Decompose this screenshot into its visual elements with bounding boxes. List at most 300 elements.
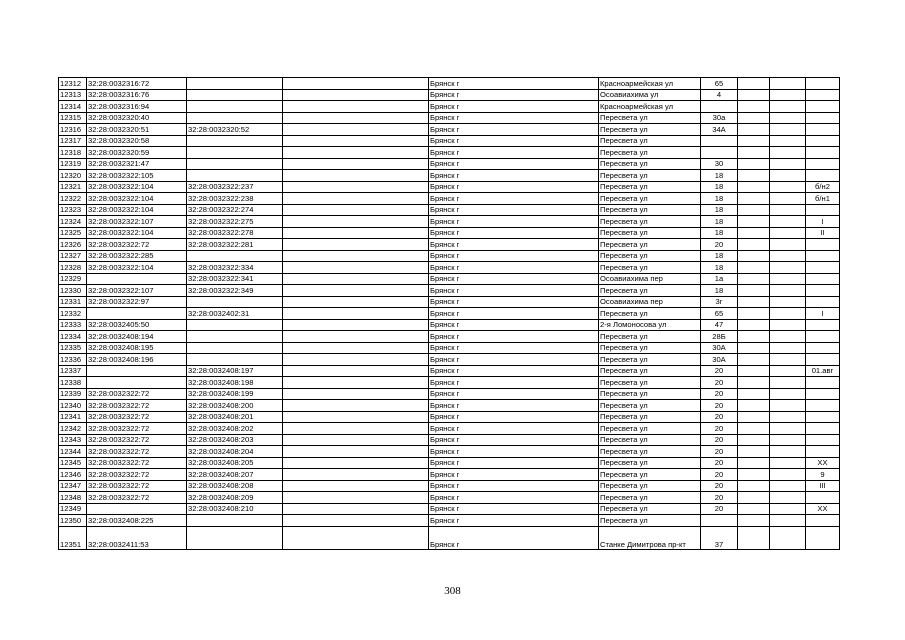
cadastral-number — [87, 377, 187, 389]
city: Брянск г — [429, 112, 599, 124]
city: Брянск г — [429, 446, 599, 458]
table-body — [59, 78, 840, 550]
cadastral-number: 32:28:0032408:194 — [87, 331, 187, 343]
empty-cell — [283, 434, 429, 446]
city: Брянск г — [429, 216, 599, 228]
empty-cell — [770, 457, 806, 469]
unit-designation — [806, 354, 840, 366]
city: Брянск г — [429, 170, 599, 182]
street: Пересвета ул — [599, 135, 701, 147]
house-number: 28Б — [701, 331, 738, 343]
empty-cell — [770, 181, 806, 193]
row-number: 12345 — [59, 457, 87, 469]
row-number: 12320 — [59, 170, 87, 182]
table-row — [59, 227, 840, 239]
table-row — [59, 112, 840, 124]
empty-cell — [738, 250, 770, 262]
street: Пересвета ул — [599, 124, 701, 136]
unit-designation — [806, 526, 840, 549]
city: Брянск г — [429, 227, 599, 239]
unit-designation — [806, 411, 840, 423]
related-cadastral-number — [187, 101, 283, 113]
row-number: 12322 — [59, 193, 87, 205]
empty-cell — [770, 423, 806, 435]
empty-cell — [770, 308, 806, 320]
unit-designation: 9 — [806, 469, 840, 481]
empty-cell — [283, 411, 429, 423]
city: Брянск г — [429, 388, 599, 400]
row-number: 12325 — [59, 227, 87, 239]
empty-cell — [283, 112, 429, 124]
empty-cell — [738, 400, 770, 412]
cadastral-number: 32:28:0032322:285 — [87, 250, 187, 262]
empty-cell — [738, 446, 770, 458]
city: Брянск г — [429, 101, 599, 113]
cadastral-number: 32:28:0032408:225 — [87, 515, 187, 527]
street: Пересвета ул — [599, 469, 701, 481]
cadastral-number: 32:28:0032320:58 — [87, 135, 187, 147]
empty-cell — [283, 181, 429, 193]
unit-designation — [806, 400, 840, 412]
empty-cell — [738, 319, 770, 331]
related-cadastral-number: 32:28:0032322:349 — [187, 285, 283, 297]
related-cadastral-number — [187, 250, 283, 262]
city: Брянск г — [429, 515, 599, 527]
empty-cell — [283, 124, 429, 136]
related-cadastral-number: 32:28:0032408:207 — [187, 469, 283, 481]
row-number: 12340 — [59, 400, 87, 412]
house-number: 20 — [701, 434, 738, 446]
related-cadastral-number: 32:28:0032408:199 — [187, 388, 283, 400]
related-cadastral-number: 32:28:0032408:202 — [187, 423, 283, 435]
unit-designation — [806, 204, 840, 216]
empty-cell — [770, 365, 806, 377]
city: Брянск г — [429, 296, 599, 308]
city: Брянск г — [429, 480, 599, 492]
city: Брянск г — [429, 457, 599, 469]
empty-cell — [770, 101, 806, 113]
row-number: 12339 — [59, 388, 87, 400]
table-row — [59, 296, 840, 308]
empty-cell — [738, 308, 770, 320]
empty-cell — [738, 296, 770, 308]
house-number: 20 — [701, 469, 738, 481]
empty-cell — [770, 377, 806, 389]
house-number: 18 — [701, 227, 738, 239]
empty-cell — [738, 469, 770, 481]
row-number: 12318 — [59, 147, 87, 159]
city: Брянск г — [429, 342, 599, 354]
empty-cell — [738, 285, 770, 297]
street: Красноармейская ул — [599, 78, 701, 90]
house-number: 18 — [701, 262, 738, 274]
empty-cell — [738, 503, 770, 515]
table-row — [59, 285, 840, 297]
city: Брянск г — [429, 204, 599, 216]
table-row — [59, 319, 840, 331]
cadastral-number: 32:28:0032320:51 — [87, 124, 187, 136]
empty-cell — [738, 135, 770, 147]
street: Пересвета ул — [599, 342, 701, 354]
related-cadastral-number: 32:28:0032322:278 — [187, 227, 283, 239]
related-cadastral-number: 32:28:0032408:197 — [187, 365, 283, 377]
row-number: 12316 — [59, 124, 87, 136]
empty-cell — [283, 285, 429, 297]
house-number: 4 — [701, 89, 738, 101]
row-number: 12347 — [59, 480, 87, 492]
empty-cell — [283, 331, 429, 343]
house-number: 18 — [701, 216, 738, 228]
related-cadastral-number — [187, 158, 283, 170]
empty-cell — [770, 319, 806, 331]
city: Брянск г — [429, 492, 599, 504]
empty-cell — [283, 78, 429, 90]
related-cadastral-number: 32:28:0032322:341 — [187, 273, 283, 285]
row-number: 12342 — [59, 423, 87, 435]
empty-cell — [738, 273, 770, 285]
empty-cell — [770, 296, 806, 308]
empty-cell — [283, 423, 429, 435]
street: Пересвета ул — [599, 377, 701, 389]
unit-designation: 01.авг — [806, 365, 840, 377]
city: Брянск г — [429, 239, 599, 251]
street: Пересвета ул — [599, 308, 701, 320]
table-row — [59, 388, 840, 400]
empty-cell — [738, 101, 770, 113]
street: Пересвета ул — [599, 250, 701, 262]
empty-cell — [283, 158, 429, 170]
house-number: 47 — [701, 319, 738, 331]
empty-cell — [770, 239, 806, 251]
unit-designation — [806, 492, 840, 504]
city: Брянск г — [429, 377, 599, 389]
house-number: 20 — [701, 503, 738, 515]
city: Брянск г — [429, 273, 599, 285]
related-cadastral-number — [187, 89, 283, 101]
table-row — [59, 204, 840, 216]
house-number: 20 — [701, 423, 738, 435]
empty-cell — [770, 124, 806, 136]
cadastral-number: 32:28:0032322:72 — [87, 434, 187, 446]
row-number: 12330 — [59, 285, 87, 297]
table-row — [59, 193, 840, 205]
related-cadastral-number — [187, 112, 283, 124]
table-row — [59, 400, 840, 412]
table-row — [59, 503, 840, 515]
empty-cell — [283, 147, 429, 159]
street: Пересвета ул — [599, 365, 701, 377]
empty-cell — [738, 193, 770, 205]
street: Пересвета ул — [599, 239, 701, 251]
city: Брянск г — [429, 158, 599, 170]
row-number: 12351 — [59, 526, 87, 549]
row-number: 12335 — [59, 342, 87, 354]
table-row — [59, 308, 840, 320]
unit-designation — [806, 446, 840, 458]
empty-cell — [770, 434, 806, 446]
city: Брянск г — [429, 250, 599, 262]
empty-cell — [283, 480, 429, 492]
cadastral-number: 32:28:0032405:50 — [87, 319, 187, 331]
city: Брянск г — [429, 135, 599, 147]
row-number: 12331 — [59, 296, 87, 308]
empty-cell — [770, 193, 806, 205]
cadastral-number: 32:28:0032322:72 — [87, 388, 187, 400]
empty-cell — [770, 388, 806, 400]
house-number: 20 — [701, 365, 738, 377]
empty-cell — [283, 515, 429, 527]
table-row — [59, 239, 840, 251]
house-number: 1а — [701, 273, 738, 285]
empty-cell — [738, 480, 770, 492]
street: Пересвета ул — [599, 181, 701, 193]
house-number: 18 — [701, 181, 738, 193]
empty-cell — [283, 273, 429, 285]
cadastral-number: 32:28:0032316:76 — [87, 89, 187, 101]
street: Красноармейская ул — [599, 101, 701, 113]
empty-cell — [738, 423, 770, 435]
cadastral-number: 32:28:0032322:104 — [87, 181, 187, 193]
related-cadastral-number: 32:28:0032408:208 — [187, 480, 283, 492]
empty-cell — [770, 446, 806, 458]
empty-cell — [738, 158, 770, 170]
city: Брянск г — [429, 526, 599, 549]
empty-cell — [770, 400, 806, 412]
cadastral-number: 32:28:0032322:72 — [87, 469, 187, 481]
city: Брянск г — [429, 469, 599, 481]
house-number: 20 — [701, 377, 738, 389]
house-number: 30А — [701, 342, 738, 354]
empty-cell — [770, 411, 806, 423]
empty-cell — [283, 342, 429, 354]
city: Брянск г — [429, 319, 599, 331]
unit-designation — [806, 124, 840, 136]
table-row — [59, 480, 840, 492]
street: Осоавиахима ул — [599, 89, 701, 101]
empty-cell — [738, 78, 770, 90]
empty-cell — [770, 354, 806, 366]
cadastral-number — [87, 273, 187, 285]
street: Пересвета ул — [599, 204, 701, 216]
unit-designation — [806, 423, 840, 435]
empty-cell — [738, 147, 770, 159]
empty-cell — [738, 492, 770, 504]
empty-cell — [770, 112, 806, 124]
page-number: 308 — [444, 585, 461, 597]
related-cadastral-number: 32:28:0032408:209 — [187, 492, 283, 504]
cadastral-number: 32:28:0032322:72 — [87, 480, 187, 492]
related-cadastral-number — [187, 147, 283, 159]
row-number: 12315 — [59, 112, 87, 124]
table-row — [59, 377, 840, 389]
empty-cell — [738, 526, 770, 549]
empty-cell — [770, 503, 806, 515]
empty-cell — [283, 388, 429, 400]
city: Брянск г — [429, 423, 599, 435]
cadastral-number: 32:28:0032322:72 — [87, 239, 187, 251]
table-row — [59, 457, 840, 469]
table-row — [59, 365, 840, 377]
city: Брянск г — [429, 411, 599, 423]
row-number: 12319 — [59, 158, 87, 170]
table-row — [59, 526, 840, 549]
row-number: 12346 — [59, 469, 87, 481]
related-cadastral-number: 32:28:0032322:238 — [187, 193, 283, 205]
unit-designation — [806, 250, 840, 262]
street: Станке Димитрова пр-кт — [599, 526, 701, 549]
table-row — [59, 170, 840, 182]
row-number: 12327 — [59, 250, 87, 262]
row-number: 12326 — [59, 239, 87, 251]
empty-cell — [770, 526, 806, 549]
row-number: 12317 — [59, 135, 87, 147]
unit-designation: II — [806, 227, 840, 239]
related-cadastral-number — [187, 78, 283, 90]
empty-cell — [283, 135, 429, 147]
row-number: 12336 — [59, 354, 87, 366]
empty-cell — [738, 112, 770, 124]
unit-designation — [806, 515, 840, 527]
city: Брянск г — [429, 331, 599, 343]
cadastral-number — [87, 308, 187, 320]
cadastral-number — [87, 503, 187, 515]
street: Пересвета ул — [599, 227, 701, 239]
empty-cell — [283, 308, 429, 320]
house-number — [701, 515, 738, 527]
row-number: 12332 — [59, 308, 87, 320]
empty-cell — [738, 227, 770, 239]
cadastral-number — [87, 365, 187, 377]
street: Осоавиахима пер — [599, 296, 701, 308]
empty-cell — [283, 296, 429, 308]
table-row — [59, 273, 840, 285]
street: Пересвета ул — [599, 170, 701, 182]
cadastral-number: 32:28:0032316:94 — [87, 101, 187, 113]
city: Брянск г — [429, 181, 599, 193]
row-number: 12328 — [59, 262, 87, 274]
house-number: 20 — [701, 400, 738, 412]
row-number: 12341 — [59, 411, 87, 423]
related-cadastral-number — [187, 342, 283, 354]
empty-cell — [283, 354, 429, 366]
house-number: 34А — [701, 124, 738, 136]
street: Пересвета ул — [599, 193, 701, 205]
related-cadastral-number: 32:28:0032320:52 — [187, 124, 283, 136]
house-number: 20 — [701, 480, 738, 492]
row-number: 12313 — [59, 89, 87, 101]
cadastral-number: 32:28:0032322:72 — [87, 411, 187, 423]
related-cadastral-number — [187, 526, 283, 549]
unit-designation — [806, 170, 840, 182]
empty-cell — [283, 469, 429, 481]
table-row — [59, 250, 840, 262]
city: Брянск г — [429, 503, 599, 515]
cadastral-number: 32:28:0032322:107 — [87, 285, 187, 297]
street: Пересвета ул — [599, 457, 701, 469]
empty-cell — [738, 377, 770, 389]
related-cadastral-number: 32:28:0032408:198 — [187, 377, 283, 389]
related-cadastral-number — [187, 354, 283, 366]
street: Пересвета ул — [599, 492, 701, 504]
house-number: 20 — [701, 388, 738, 400]
street: Пересвета ул — [599, 480, 701, 492]
table-row — [59, 181, 840, 193]
empty-cell — [283, 365, 429, 377]
related-cadastral-number — [187, 296, 283, 308]
empty-cell — [283, 262, 429, 274]
related-cadastral-number: 32:28:0032408:205 — [187, 457, 283, 469]
table-row — [59, 216, 840, 228]
table-row — [59, 89, 840, 101]
unit-designation — [806, 147, 840, 159]
street: Пересвета ул — [599, 158, 701, 170]
row-number: 12333 — [59, 319, 87, 331]
empty-cell — [770, 147, 806, 159]
unit-designation — [806, 296, 840, 308]
related-cadastral-number: 32:28:0032408:201 — [187, 411, 283, 423]
row-number: 12350 — [59, 515, 87, 527]
row-number: 12348 — [59, 492, 87, 504]
unit-designation — [806, 388, 840, 400]
cadastral-number: 32:28:0032316:72 — [87, 78, 187, 90]
empty-cell — [283, 216, 429, 228]
row-number: 12314 — [59, 101, 87, 113]
street: Пересвета ул — [599, 423, 701, 435]
street: Пересвета ул — [599, 400, 701, 412]
street: Пересвета ул — [599, 388, 701, 400]
street: Пересвета ул — [599, 434, 701, 446]
unit-designation — [806, 239, 840, 251]
house-number: 18 — [701, 170, 738, 182]
row-number: 12334 — [59, 331, 87, 343]
related-cadastral-number: 32:28:0032408:210 — [187, 503, 283, 515]
cadastral-number: 32:28:0032322:107 — [87, 216, 187, 228]
related-cadastral-number — [187, 515, 283, 527]
row-number: 12349 — [59, 503, 87, 515]
empty-cell — [738, 515, 770, 527]
street: Пересвета ул — [599, 446, 701, 458]
empty-cell — [283, 503, 429, 515]
empty-cell — [738, 262, 770, 274]
related-cadastral-number: 32:28:0032322:281 — [187, 239, 283, 251]
empty-cell — [738, 388, 770, 400]
house-number: 65 — [701, 308, 738, 320]
cadastral-number: 32:28:0032408:195 — [87, 342, 187, 354]
empty-cell — [770, 89, 806, 101]
unit-designation: I — [806, 308, 840, 320]
house-number: 20 — [701, 457, 738, 469]
empty-cell — [770, 216, 806, 228]
row-number: 12321 — [59, 181, 87, 193]
empty-cell — [738, 365, 770, 377]
unit-designation — [806, 78, 840, 90]
house-number — [701, 101, 738, 113]
table-row — [59, 469, 840, 481]
related-cadastral-number: 32:28:0032322:275 — [187, 216, 283, 228]
cadastral-number: 32:28:0032322:72 — [87, 457, 187, 469]
cadastral-number: 32:28:0032320:40 — [87, 112, 187, 124]
house-number: 20 — [701, 446, 738, 458]
unit-designation — [806, 135, 840, 147]
street: Пересвета ул — [599, 112, 701, 124]
empty-cell — [738, 239, 770, 251]
street: Пересвета ул — [599, 411, 701, 423]
city: Брянск г — [429, 285, 599, 297]
table-row — [59, 147, 840, 159]
empty-cell — [770, 273, 806, 285]
empty-cell — [770, 469, 806, 481]
related-cadastral-number — [187, 135, 283, 147]
